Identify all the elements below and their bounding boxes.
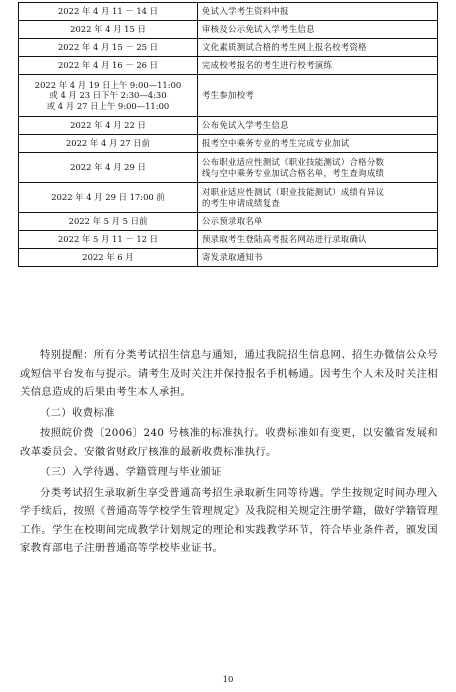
schedule-date-cell [19, 231, 198, 249]
schedule-date-cell [19, 39, 198, 57]
schedule-event-cell [198, 213, 438, 231]
schedule-date-cell [19, 213, 198, 231]
schedule-event-cell [198, 135, 438, 153]
schedule-event-cell [198, 183, 438, 213]
schedule-date-cell [19, 135, 198, 153]
schedule-date-text: 2022 年 5 月 5 日前 [68, 216, 148, 227]
schedule-date-text: 2022 年 4 月 19 日上午 9:00—11:00 [34, 79, 182, 90]
schedule-row [19, 213, 438, 231]
section-2-paragraph: 按照皖价费〔2006〕240 号核准的标准执行。收费标准如有变更，以安徽省发展和改革委员会、安徽省财政厅核准的最新收费标准执行。 [20, 427, 438, 458]
schedule-event-text: 完成校考报名的考生进行校考演练 [202, 60, 333, 71]
schedule-date-cell [19, 57, 198, 75]
schedule-event-text: 文化素质测试合格的考生网上报名校考资格 [202, 42, 367, 53]
schedule-row [19, 57, 438, 75]
schedule-event-text: 报考空中乘务专业的考生完成专业加试 [202, 138, 350, 149]
schedule-date-text: 或 4 月 27 日上午 9:00—11:00 [46, 100, 170, 111]
schedule-event-cell [198, 57, 438, 75]
schedule-event-text: 线与空中乘务专业加试合格名单，考生查询成绩 [202, 167, 385, 178]
schedule-row [19, 21, 438, 39]
schedule-row [19, 75, 438, 117]
schedule-date-text: 2022 年 4 月 27 日前 [65, 138, 151, 149]
schedule-event-cell [198, 153, 438, 183]
schedule-date-text: 或 4 月 23 日下午 2:30—4:30 [49, 90, 167, 101]
schedule-event-cell [198, 21, 438, 39]
schedule-event-text: 公布职业适应性测试（职业技能测试）合格分数 [202, 157, 385, 168]
schedule-event-text: 公布免试入学考生信息 [202, 120, 289, 131]
section-3-paragraph: 分类考试招生录取新生享受普通高考招生录取新生同等待遇。学生按规定时间办理入学手续后，按照《普通高等学校学生管理规定》及我院相关规定注册学籍，做好学籍管理工作。学生在校期间完成教学计划规定的理论和实践教学环节，符合毕业条件者，颁发国家教育部电子注册普通高等学校毕业证书。 [20, 486, 438, 554]
schedule-date-text: 2022 年 4 月 29 日 17:00 前 [51, 192, 165, 203]
schedule-date-text: 2022 年 4 月 22 日 [70, 120, 146, 131]
schedule-row [19, 183, 438, 213]
schedule-date-text: 2022 年 4 月 15 日 [70, 24, 146, 35]
schedule-event-cell [198, 249, 438, 267]
schedule-event-text: 公示预录取名单 [202, 216, 263, 227]
schedule-date-text: 2022 年 4 月 15 － 25 日 [57, 42, 159, 53]
schedule-table [18, 2, 438, 267]
schedule-date-cell [19, 3, 198, 21]
schedule-event-cell [198, 39, 438, 57]
schedule-row [19, 117, 438, 135]
schedule-row [19, 39, 438, 57]
schedule-date-cell [19, 75, 198, 117]
schedule-event-text: 的考生申请成绩复查 [202, 197, 281, 208]
schedule-date-text: 2022 年 5 月 11 － 12 日 [57, 234, 159, 245]
schedule-row [19, 3, 438, 21]
schedule-date-cell [19, 183, 198, 213]
schedule-event-text: 免试入学考生资料申报 [202, 6, 289, 17]
schedule-event-cell [198, 231, 438, 249]
schedule-date-text: 2022 年 4 月 11 － 14 日 [57, 6, 159, 17]
special-notice-paragraph: 特别提醒：所有分类考试招生信息与通知，通过我院招生信息网、招生办微信公众号或短信平台发布与提示。请考生及时关注并保持报名手机畅通。因考生个人未及时关注相关信息造成的后果由考生本人承担。 [20, 349, 438, 398]
schedule-row [19, 231, 438, 249]
schedule-date-text: 2022 年 4 月 29 日 [70, 162, 146, 173]
schedule-event-text: 对职业适应性测试（职业技能测试）成绩有异议 [202, 187, 385, 198]
schedule-date-text: 2022 年 6 月 [82, 252, 134, 263]
schedule-row [19, 249, 438, 267]
schedule-event-text: 预录取考生登陆高考报名网站进行录取确认 [202, 234, 367, 245]
schedule-event-cell [198, 3, 438, 21]
schedule-event-text: 考生参加校考 [202, 90, 255, 101]
page-number: 10 [222, 675, 234, 685]
section-3-heading: （三）入学待遇、学籍管理与毕业颁证 [40, 466, 222, 478]
schedule-event-text: 寄发录取通知书 [202, 252, 263, 263]
schedule-table-body [19, 3, 438, 267]
section-2-heading: （二）收费标准 [40, 406, 115, 419]
schedule-date-text: 2022 年 4 月 16 － 26 日 [57, 60, 159, 71]
schedule-row [19, 135, 438, 153]
schedule-event-cell [198, 75, 438, 117]
schedule-event-cell [198, 117, 438, 135]
schedule-row [19, 153, 438, 183]
document-body [20, 346, 438, 558]
schedule-date-cell [19, 249, 198, 267]
schedule-date-cell [19, 117, 198, 135]
schedule-event-text: 审核及公示免试入学考生信息 [202, 24, 315, 35]
schedule-date-cell [19, 21, 198, 39]
schedule-date-cell [19, 153, 198, 183]
